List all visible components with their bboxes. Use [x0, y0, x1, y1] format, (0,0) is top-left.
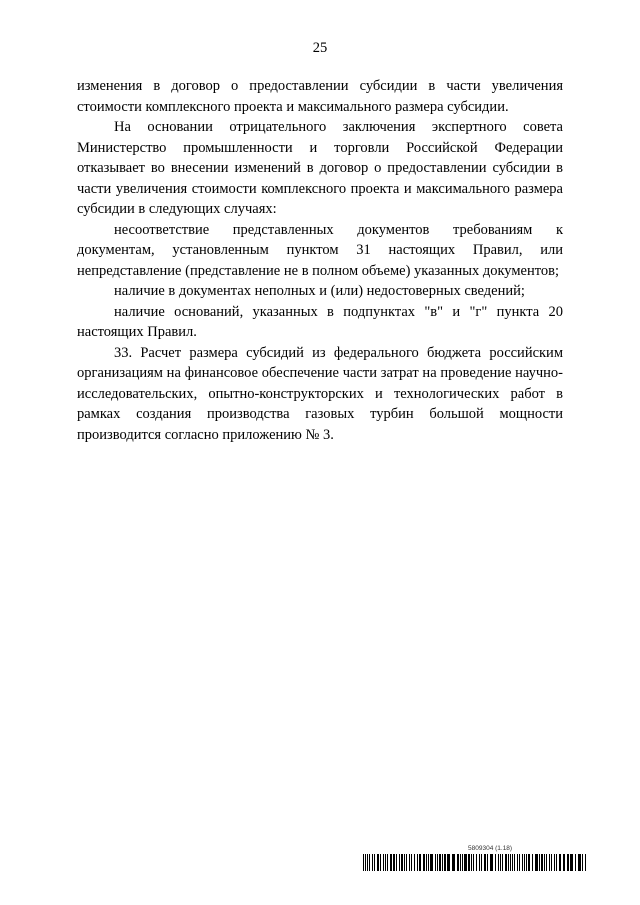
document-body [77, 76, 563, 445]
paragraph-refusal-basis: На основании отрицательного заключения экспертного совета Министерство промышленности и торговли Российской Федерации отказывает во внесении изменений в договор о предоставлении субсидии в части увеличения стоимости комплексного проекта и максимального размера субсидии в следующих случаях: [77, 119, 563, 217]
document-barcode [363, 845, 587, 871]
paragraph-item-33: 33. Расчет размера субсидий из федерального бюджета российским организациям на финансовое обеспечение части затрат на проведение научно-исследовательских, опытно-конструкторских и технологических работ в рамках создания производства газовых турбин большой мощности производится согласно приложению № 3. [77, 344, 563, 443]
barcode-caption: 5809304 (1.18) [468, 845, 513, 852]
paragraph-continuation: изменения в договор о предоставлении субсидии в части увеличения стоимости комплексного проекта и максимального размера субсидии. [77, 78, 563, 115]
paragraph-case-incomplete-info: наличие в документах неполных и (или) недостоверных сведений; [114, 283, 525, 299]
page-number: 25 [312, 40, 328, 56]
paragraph-case-grounds: наличие оснований, указанных в подпунктах "в" и "г" пункта 20 настоящих Правил. [77, 303, 563, 340]
paragraph-case-nonconformity: несоответствие представленных документов требованиям к документам, установленным пунктом 31 настоящих Правил, или непредставление (представление не в полном объеме) указанных документов; [77, 221, 563, 279]
barcode-icon [363, 854, 587, 871]
